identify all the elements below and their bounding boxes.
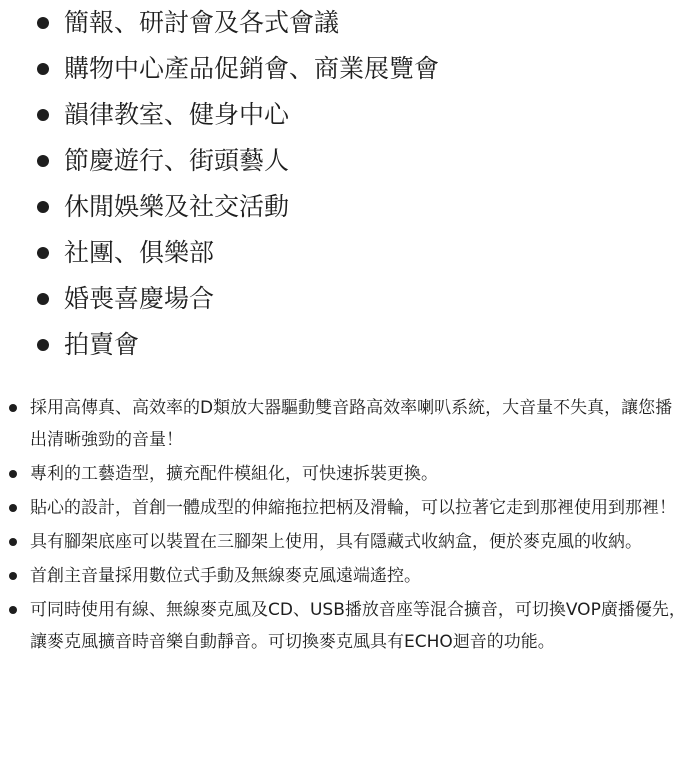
list-item	[0, 560, 700, 592]
bullet-icon	[37, 293, 49, 305]
list-item	[0, 492, 700, 524]
bullet-icon	[37, 201, 49, 213]
bullet-icon	[9, 606, 17, 614]
list-item	[0, 184, 700, 230]
list-item	[0, 392, 700, 456]
bullet-icon	[9, 572, 17, 580]
bullet-icon	[9, 538, 17, 546]
venue-label: 社團、俱樂部	[64, 238, 215, 267]
list-item	[0, 230, 700, 276]
bullet-icon	[37, 17, 49, 29]
list-item	[0, 276, 700, 322]
venue-label: 節慶遊行、街頭藝人	[64, 146, 290, 175]
bullet-icon	[37, 155, 49, 167]
venue-label: 韻律教室、健身中心	[64, 100, 290, 129]
bullet-icon	[9, 504, 17, 512]
feature-text: 可同時使用有線、無線麥克風及CD、USB播放音座等混合擴音，可切換VOP廣播優先，讓麥克風擴音時音樂自動靜音。可切換麥克風具有ECHO迴音的功能。	[30, 600, 686, 652]
feature-text: 專利的工藝造型，擴充配件模組化，可快速拆裝更換。	[30, 464, 438, 484]
venue-list	[0, 0, 700, 368]
list-item	[0, 138, 700, 184]
bullet-icon	[9, 404, 17, 412]
feature-text: 具有腳架底座可以裝置在三腳架上使用，具有隱藏式收納盒，便於麥克風的收納。	[30, 532, 642, 552]
venue-label: 婚喪喜慶場合	[64, 284, 215, 313]
bullet-icon	[9, 470, 17, 478]
venue-label: 簡報、研討會及各式會議	[64, 8, 340, 37]
list-item	[0, 458, 700, 490]
venue-label: 休閒娛樂及社交活動	[64, 192, 290, 221]
list-item	[0, 46, 700, 92]
feature-text: 採用高傳真、高效率的D類放大器驅動雙音路高效率喇叭系統，大音量不失真，讓您播出清晰強勁的音量！	[30, 398, 673, 450]
venue-label: 拍賣會	[64, 330, 140, 359]
feature-text: 貼心的設計，首創一體成型的伸縮拖拉把柄及滑輪，可以拉著它走到那裡使用到那裡！	[30, 498, 676, 518]
feature-text: 首創主音量採用數位式手動及無線麥克風遠端遙控。	[30, 566, 421, 586]
bullet-icon	[37, 63, 49, 75]
venue-label: 購物中心產品促銷會、商業展覽會	[64, 54, 440, 83]
bullet-icon	[37, 247, 49, 259]
feature-list	[0, 392, 700, 660]
bullet-icon	[37, 339, 49, 351]
list-item	[0, 322, 700, 368]
list-item	[0, 526, 700, 558]
list-item	[0, 594, 700, 658]
list-item	[0, 92, 700, 138]
bullet-icon	[37, 109, 49, 121]
list-item	[0, 0, 700, 46]
